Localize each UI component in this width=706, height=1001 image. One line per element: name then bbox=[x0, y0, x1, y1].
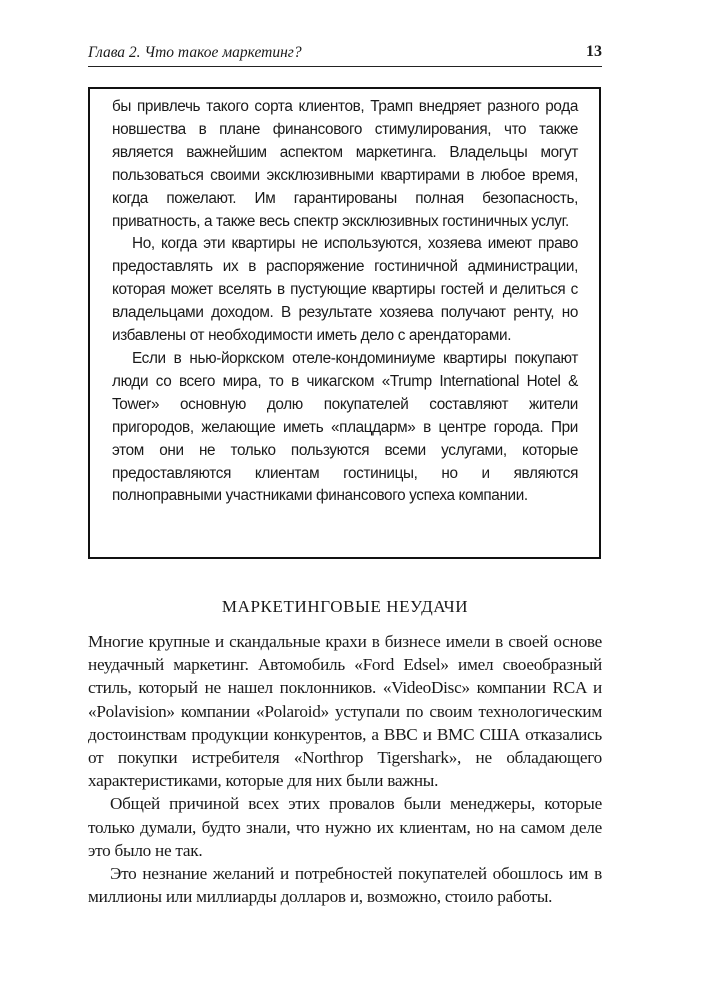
sidebar-paragraph: Но, когда эти квартиры не используются, хозяева имеют право предоставлять их в распоряжение гостиничной администрации, которая может вселять в пустующие квартиры гостей и делиться с владельцами доходом. В результате хозяева получают ренту, но избавлены от необходимости иметь дело с арендаторами. bbox=[112, 235, 578, 345]
body-paragraph: Это незнание желаний и потребностей покупателей обошлось им в миллионы или миллиарды долларов и, возможно, стоило работы. bbox=[88, 864, 602, 907]
sidebar-paragraph: бы привлечь такого сорта клиентов, Трамп внедряет разного рода новшества в плане финансового стимулирования, что также является важнейшим аспектом маркетинга. Владельцы могут пользоваться своими эксклюзивными квартирами в любое время, когда пожелают. Им гарантированы полная безопасность, приватность, а также весь спектр эксклюзивных гостиничных услуг. bbox=[112, 98, 578, 230]
running-header bbox=[88, 40, 602, 67]
chapter-title: Глава 2. Что такое маркетинг? bbox=[88, 44, 302, 61]
body-paragraph: Общей причиной всех этих провалов были менеджеры, которые только думали, будто знали, что нужно их клиентам, но на самом деле это было не так. bbox=[88, 794, 602, 860]
body-paragraph: Многие крупные и скандальные крахи в бизнесе имели в своей основе неудачный маркетинг. Автомобиль «Ford Edsel» имел своеобразный стиль, который не нашел поклонников. «VideoDisc» компании RCA и «Polavision» компании «Polaroid» уступали по своим технологическим достоинствам продукции конкурентов, а ВВС и ВМС США отказались от покупки истребителя «Northrop Tigershark», не обладающего характеристиками, которые для них были важны. bbox=[88, 632, 602, 791]
sidebar-text bbox=[112, 96, 578, 508]
page-number: 13 bbox=[586, 43, 602, 60]
section-heading: МАРКЕТИНГОВЫЕ НЕУДАЧИ bbox=[221, 597, 469, 616]
body-text bbox=[88, 630, 602, 908]
sidebar-paragraph: Если в нью-йоркском отеле-кондоминиуме квартиры покупают люди со всего мира, то в чикагском «Trump International Hotel & Tower» основную долю покупателей составляют жители пригородов, желающие иметь «плацдарм» в центре города. При этом они не только пользуются всеми услугами, которые предоставляются клиентам гостиницы, но и являются полноправными участниками финансового успеха компании. bbox=[112, 349, 578, 505]
sidebar-box bbox=[88, 87, 601, 559]
